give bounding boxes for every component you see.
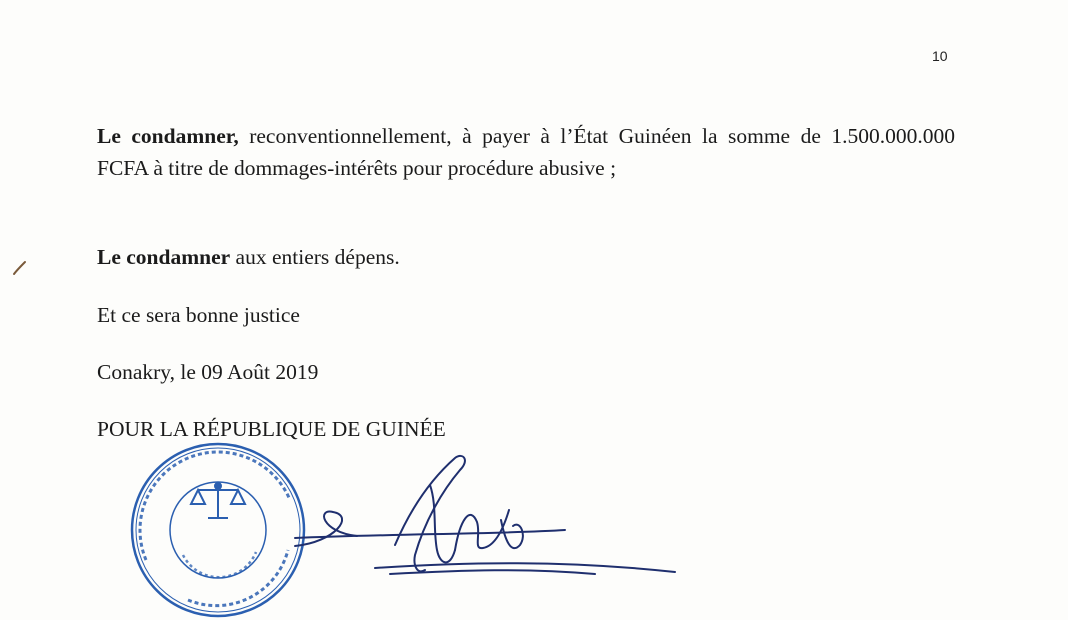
paragraph-costs: [97, 241, 955, 273]
paragraph-justice: Et ce sera bonne justice: [97, 303, 300, 327]
ink-mark-icon: [10, 258, 30, 278]
place-date-line: Conakry, le 09 Août 2019: [97, 360, 319, 384]
handwritten-signature: [265, 450, 685, 590]
paragraph-lead-bold: Le condamner: [97, 245, 231, 269]
paragraph-body: aux entiers dépens.: [230, 245, 400, 269]
paragraph-lead-bold: Le condamner,: [97, 124, 239, 148]
paragraph-body: reconventionnellement, à payer à l’État Guinéen la somme de 1.500.000.000 FCFA à titre de dommages-intérêts pour procédure abusive ;: [97, 124, 956, 180]
page-number: 10: [932, 48, 948, 64]
paragraph-counterclaim: [97, 120, 955, 184]
signatory-heading: POUR LA RÉPUBLIQUE DE GUINÉE: [97, 417, 446, 441]
scales-icon: [191, 482, 245, 518]
